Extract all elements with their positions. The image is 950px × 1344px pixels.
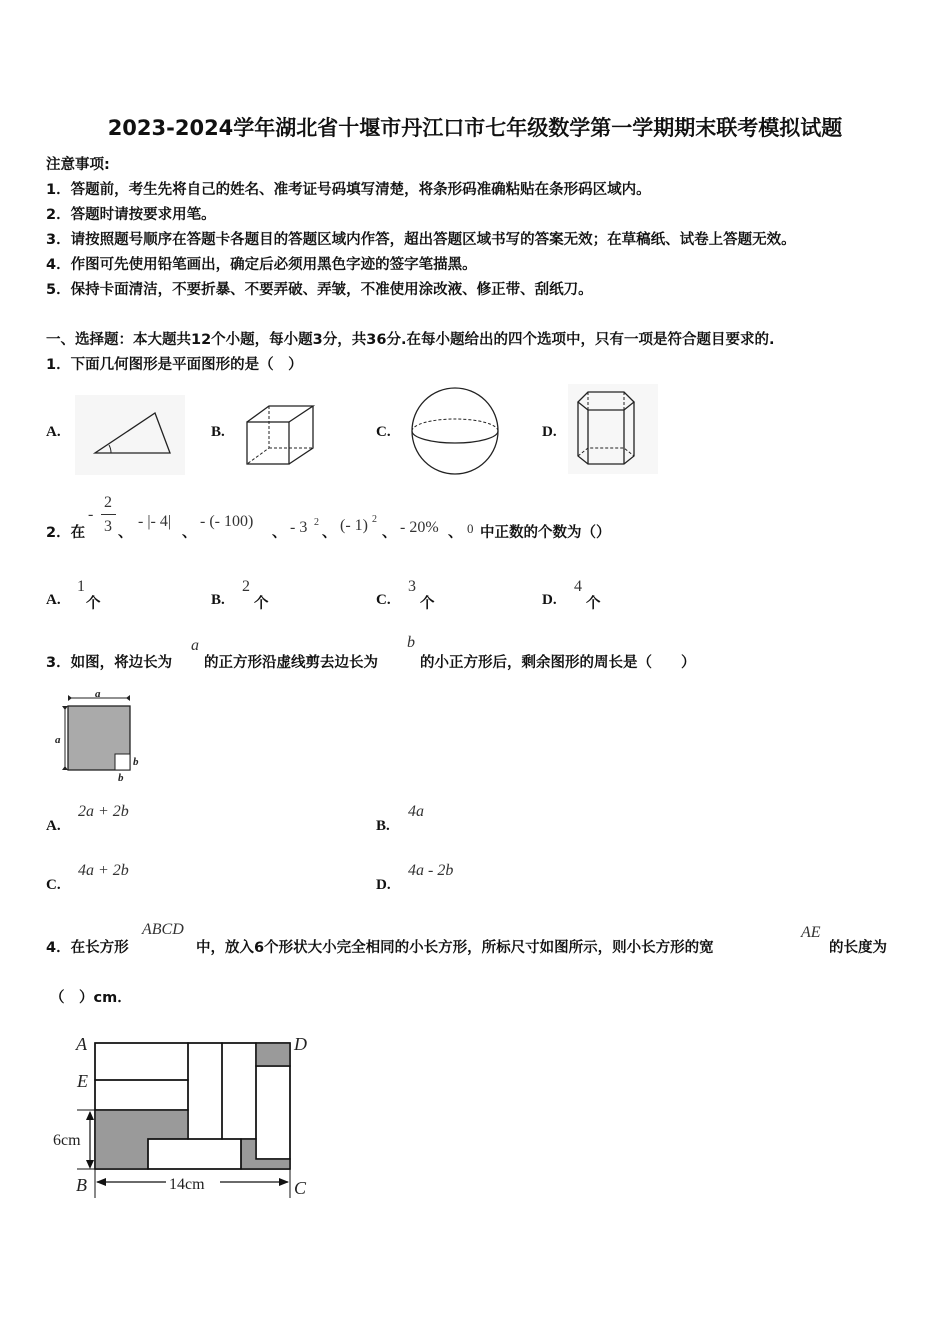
q2-fraction-bar — [101, 514, 116, 515]
q3-figure-label-a-side: a — [55, 734, 61, 746]
q2-option-b-value: 2 — [242, 578, 250, 595]
q2-option-d-unit: 个 — [586, 596, 601, 612]
q3-option-d-label: D. — [376, 877, 391, 893]
q2-separator: 、 — [182, 525, 197, 541]
q3-option-b-label: B. — [376, 818, 390, 834]
sphere-figure — [405, 383, 505, 479]
q2-separator: 、 — [272, 525, 287, 541]
q3-figure-label-a: a — [95, 692, 101, 700]
q3-option-c-label: C. — [46, 877, 61, 893]
q3-variable-b: b — [407, 634, 415, 651]
notice-item: 5．保持卡面清洁，不要折暴、不要弄破、弄皱，不准使用涂改液、修正带、刮纸刀。 — [46, 282, 593, 298]
q2-option-c-label: C. — [376, 592, 391, 608]
q3-option-b-expression: 4a — [408, 803, 424, 820]
q2-expression-3: - (- 100) — [200, 513, 254, 530]
triangle-figure — [75, 395, 185, 475]
cube-figure — [241, 400, 321, 470]
q3-option-d-expression: 4a - 2b — [408, 862, 454, 879]
q2-option-b-unit: 个 — [254, 596, 269, 612]
question-4-part2: 中，放入6个形状大小完全相同的小长方形，所标尺寸如图所示，则小长方形的宽 — [196, 940, 714, 956]
q1-option-d-label: D. — [542, 424, 557, 440]
q2-fraction-minus: - — [88, 506, 94, 523]
notice-item: 2．答题时请按要求用笔。 — [46, 207, 216, 223]
q4-width-label: 14cm — [169, 1176, 205, 1193]
notice-item: 3．请按照题号顺序在答题卡各题目的答题区域内作答，超出答题区域书写的答案无效；在草稿纸、试卷上答题无效。 — [46, 232, 796, 248]
question-4-part3: 的长度为 — [829, 940, 887, 956]
q2-separator: 、 — [382, 525, 397, 541]
q2-separator: 、 — [448, 525, 463, 541]
q2-option-d-value: 4 — [574, 578, 582, 595]
q3-variable-a: a — [191, 637, 199, 654]
q4-height-label: 6cm — [53, 1132, 81, 1149]
q1-option-c-label: C. — [376, 424, 391, 440]
q4-rectangle-name: ABCD — [142, 921, 184, 938]
question-3-part3: 的小正方形后，剩余图形的周长是（ ） — [420, 655, 696, 671]
question-4-part1: 4．在长方形 — [46, 940, 129, 956]
q2-option-a-value: 1 — [77, 578, 85, 595]
q4-vertex-c: C — [294, 1178, 307, 1198]
q2-option-b-label: B. — [211, 592, 225, 608]
question-1-stem: 1．下面几何图形是平面图形的是（ ） — [46, 357, 303, 373]
q2-expression-5: (- 1) — [340, 517, 368, 534]
q2-fraction-denominator: 3 — [104, 518, 112, 535]
q2-expression-6: - 20% — [400, 519, 439, 536]
q2-fraction-numerator: 2 — [104, 494, 112, 511]
q4-vertex-d: D — [294, 1034, 307, 1054]
q2-expression-5-exponent: 2 — [372, 514, 377, 525]
notice-item: 4．作图可先使用铅笔画出，确定后必须用黑色字迹的签字笔描黑。 — [46, 257, 477, 273]
q4-rectangle-figure — [48, 1030, 328, 1205]
notice-item: 1．答题前，考生先将自己的姓名、准考证号码填写清楚，将条形码准确粘贴在条形码区域内。 — [46, 182, 651, 198]
q2-option-c-unit: 个 — [420, 596, 435, 612]
q2-expression-4-exponent: 2 — [314, 517, 319, 528]
question-2-suffix: 中正数的个数为（） — [480, 525, 611, 541]
q2-separator: 、 — [118, 525, 133, 541]
q4-vertex-a: A — [76, 1034, 87, 1054]
q2-expression-4: - 3 — [290, 519, 308, 536]
q3-figure-label-b-bottom: b — [118, 772, 124, 784]
q3-option-a-expression: 2a + 2b — [78, 803, 129, 820]
q2-expression-7: 0 — [467, 521, 474, 536]
question-2-prefix: 2．在 — [46, 525, 86, 541]
q2-option-a-label: A. — [46, 592, 61, 608]
q2-option-a-unit: 个 — [86, 596, 101, 612]
question-4-line2: （ ）cm． — [50, 990, 132, 1006]
q4-segment-ae: AE — [801, 924, 821, 941]
page-title: 2023-2024学年湖北省十堰市丹江口市七年级数学第一学期期末联考模拟试题 — [107, 116, 843, 140]
q1-option-b-label: B. — [211, 424, 225, 440]
q3-square-figure — [50, 692, 150, 784]
hexagonal-prism-figure — [568, 384, 658, 474]
question-3-part2: 的正方形沿虚线剪去边长为 — [204, 655, 378, 671]
q2-separator: 、 — [322, 525, 337, 541]
q2-option-c-value: 3 — [408, 578, 416, 595]
notice-heading: 注意事项: — [46, 157, 110, 173]
q4-vertex-b: B — [76, 1175, 87, 1195]
q4-point-e: E — [77, 1071, 88, 1091]
question-3-part1: 3．如图，将边长为 — [46, 655, 173, 671]
q3-option-c-expression: 4a + 2b — [78, 862, 129, 879]
q1-option-a-label: A. — [46, 424, 61, 440]
q3-option-a-label: A. — [46, 818, 61, 834]
q2-option-d-label: D. — [542, 592, 557, 608]
section-heading: 一、选择题：本大题共12个小题，每小题3分，共36分.在每小题给出的四个选项中，只有一项是符合题目要求的. — [46, 332, 775, 348]
q3-figure-label-b: b — [133, 756, 139, 768]
q2-expression-2: - |- 4| — [138, 513, 172, 530]
